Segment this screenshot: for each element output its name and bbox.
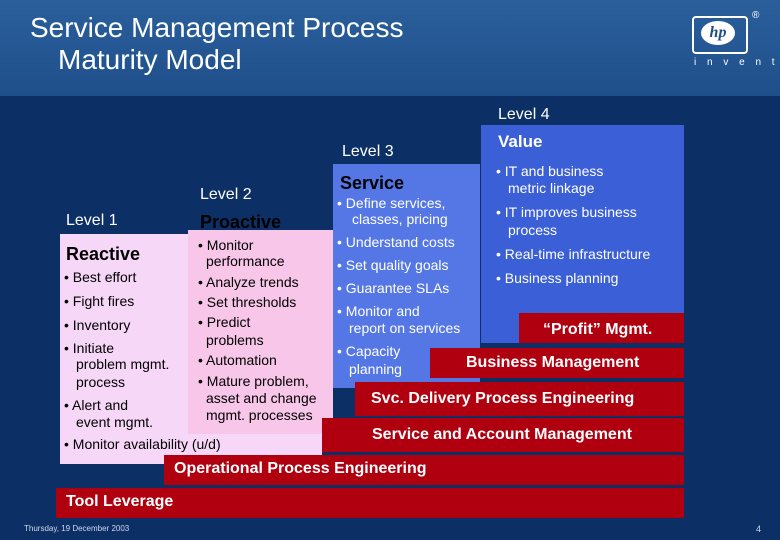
level2-bullet: • Predict (198, 314, 251, 330)
level4-label: Level 4 (498, 106, 550, 123)
level3-label: Level 3 (342, 143, 394, 160)
footer-date: Thursday, 19 December 2003 (24, 524, 130, 533)
level1-bullet: • Initiate (64, 340, 115, 356)
hp-logo-mark: hp (701, 21, 735, 45)
level3-bullet: • Define services, (337, 195, 446, 211)
level1-bullet: • Inventory (64, 317, 131, 333)
level2-label: Level 2 (200, 186, 252, 203)
level4-bullet: • Business planning (496, 270, 619, 286)
level4-bullet: • Real-time infrastructure (496, 246, 651, 262)
level4-bullet: metric linkage (508, 180, 595, 196)
level3-bullet: planning (349, 361, 402, 377)
registered-mark: ® (752, 10, 760, 21)
svc-delivery-bar (355, 382, 684, 416)
operational-bar (164, 455, 684, 485)
level2-bullet: • Mature problem, (198, 373, 309, 389)
level3-bullet: report on services (349, 320, 461, 336)
level2-bullet: • Set thresholds (198, 294, 297, 310)
profit-mgmt-label: “Profit” Mgmt. (543, 321, 653, 338)
operational-label: Operational Process Engineering (174, 460, 427, 477)
level2-bullet: • Monitor (198, 237, 254, 253)
logo-tagline: i n v e n t (694, 57, 779, 68)
level3-bullet: • Monitor and (337, 303, 420, 319)
level1-label: Level 1 (66, 212, 118, 229)
level1-bullet: • Monitor availability (u/d) (64, 436, 221, 452)
profit-mgmt-bar (519, 313, 684, 343)
level1-bullet: • Fight fires (64, 293, 135, 309)
level3-heading: Service (340, 173, 405, 193)
level1-heading: Reactive (66, 244, 141, 264)
service-account-bar (322, 418, 684, 452)
level4-bullet: process (508, 222, 558, 238)
level2-bullet: problems (206, 332, 264, 348)
svc-delivery-label: Svc. Delivery Process Engineering (371, 390, 635, 407)
title-line-1: Service Management Process (30, 12, 404, 43)
level4-bullet: • IT and business (496, 163, 604, 179)
page-number: 4 (756, 524, 762, 534)
tool-leverage-bar (56, 488, 684, 518)
level1-bullet: • Alert and (64, 397, 129, 413)
level2-bullet: • Analyze trends (198, 274, 299, 290)
level3-bullet: • Set quality goals (337, 257, 449, 273)
slide-title (30, 12, 404, 76)
level3-bullet: • Guarantee SLAs (337, 280, 450, 296)
level4-heading: Value (498, 132, 543, 151)
level1-bullet: • Best effort (64, 269, 137, 285)
hp-logo (692, 16, 748, 54)
tool-leverage-label: Tool Leverage (66, 493, 174, 510)
level4-bullet: • IT improves business (496, 204, 637, 220)
level2-heading: Proactive (200, 212, 282, 232)
service-account-label: Service and Account Management (372, 426, 632, 443)
level1-bullet: process (76, 374, 126, 390)
level2-bullet: mgmt. processes (206, 407, 313, 423)
level1-bullet: problem mgmt. (76, 356, 170, 372)
level2-bullet: performance (206, 253, 285, 269)
business-mgmt-label: Business Management (466, 354, 640, 371)
level2-bullet: • Automation (198, 352, 277, 368)
level3-bullet: classes, pricing (352, 211, 448, 227)
level3-bullet: • Capacity (337, 343, 401, 359)
level1-bullet: event mgmt. (76, 414, 154, 430)
level3-bullet: • Understand costs (337, 234, 455, 250)
business-mgmt-bar (430, 348, 684, 378)
title-line-2: Maturity Model (58, 44, 242, 75)
level2-bullet: asset and change (206, 390, 317, 406)
